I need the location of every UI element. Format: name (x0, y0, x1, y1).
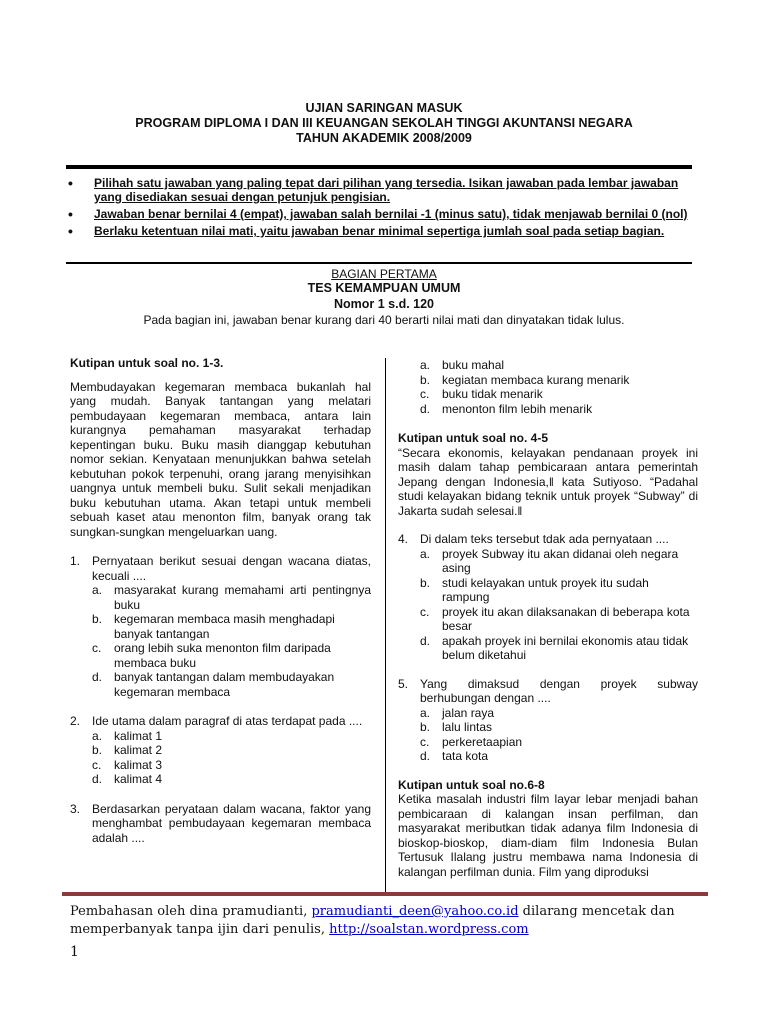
question-text: Yang dimaksud dengan proyek subway berhubungan dengan .... (420, 676, 698, 705)
website-link[interactable]: http://soalstan.wordpress.com (329, 922, 529, 937)
answer-option: d. banyak tantangan dalam membudayakan kegemaran membaca (92, 670, 335, 699)
question-text: Di dalam teks tersebut tdak ada pernyataan .... (420, 532, 669, 546)
answer-option: c. proyek itu akan dilaksanakan di beberapa kota besar (420, 604, 690, 633)
answer-option: d. kalimat 4 (92, 772, 163, 786)
answer-option: d. menonton film lebih menarik (420, 401, 593, 416)
left-column (70, 356, 371, 845)
answer-option: d. tata kota (420, 749, 489, 763)
answer-option: b. lalu lintas (420, 720, 493, 734)
answer-option: b. studi kelayakan untuk proyek itu sudah rampung (420, 575, 649, 604)
footer-rule (62, 892, 708, 896)
question-number: 5. (398, 676, 409, 691)
answer-option: c. perkeretaapian (420, 734, 523, 749)
answer-option: a. kalimat 1 (92, 728, 163, 743)
question-text: Berdasarkan peryataan dalam wacana, faktor yang menghambat pembudayaan kegemaran membaca adalah .... (92, 801, 371, 845)
question-3 (70, 802, 371, 846)
section-note: Pada bagian ini, jawaban benar kurang dari 40 berarti nilai mati dan dinyatakan tidak lulus. (143, 313, 625, 327)
question-number: 3. (70, 801, 81, 816)
passage-heading: Kutipan untuk soal no. 4-5 (398, 431, 549, 445)
question-4-options (398, 547, 698, 663)
question-1 (70, 554, 371, 583)
answer-option: c. kalimat 3 (92, 757, 163, 772)
instruction-item: • Jawaban benar bernilai 4 (empat), jawaban salah bernilai -1 (minus satu), tidak menjawab bernilai 0 (nol) (68, 206, 688, 222)
question-5-options (398, 706, 698, 764)
bullet-icon: • (68, 206, 73, 222)
author-email-link[interactable]: pramudianti_deen@yahoo.co.id (311, 904, 519, 919)
question-2 (70, 714, 371, 729)
mid-rule (66, 262, 692, 264)
question-text: Pernyataan berikut sesuai dengan wacana diatas, kecuali .... (92, 554, 371, 583)
answer-option: c. orang lebih suka menonton film daripada membaca buku (92, 641, 331, 670)
page-number: 1 (70, 944, 79, 960)
question-text: Ide utama dalam paragraf di atas terdapat pada .... (92, 714, 363, 728)
section-title: TES KEMAMPUAN UMUM (307, 281, 461, 295)
right-column (398, 358, 698, 879)
question-1-options (70, 583, 371, 699)
passage-text: Membudayakan kegemaran membaca bukanlah hal yang mudah. Banyak tantangan yang melatari pembudayaan kegemaran membaca, antara lain kurangnya pemahaman masyarakat terhadap kepentingan buku. Buku masih dianggap kebutuhan nomor sekian. Kenyataan menunjukkan bahwa setelah kebutuhan pokok terpenuhi, orang jarang menyisihkan uangnya untuk membeli buku. Sulit sekali menjadikan buku kebutuhan utama. Akan tetapi untuk membeli sebuah kaset atau menonton film, banyak orang tak sungkan-sungkan mengeluarkan uang. (70, 379, 371, 539)
section-range: Nomor 1 s.d. 120 (333, 297, 435, 311)
answer-option: b. kegiatan membaca kurang menarik (420, 372, 630, 387)
passage-heading: Kutipan untuk soal no.6-8 (398, 777, 545, 792)
top-rule (66, 165, 692, 169)
instruction-item: • Pilihah satu jawaban yang paling tepat dari pilihan yang tersedia. Isikan jawaban pada lembar jawaban yang disediakan sesuai dengan petunjuk pengisian. (68, 175, 679, 204)
answer-option: a. masyarakat kurang memahami arti pentingnya buku (92, 583, 371, 612)
academic-year: TAHUN AKADEMIK 2008/2009 (296, 131, 472, 145)
section-part: BAGIAN PERTAMA (331, 267, 437, 281)
answer-option: a. buku mahal (420, 358, 505, 372)
question-number: 4. (398, 532, 409, 546)
answer-option: a. jalan raya (420, 705, 495, 720)
exam-title: UJIAN SARINGAN MASUK (305, 101, 463, 115)
question-number: 1. (70, 554, 81, 568)
answer-option: d. apakah proyek ini bernilai ekonomis atau tidak belum diketahui (420, 633, 689, 662)
question-5 (398, 677, 698, 706)
answer-option: c. buku tidak menarik (420, 387, 543, 401)
program-title: PROGRAM DIPLOMA I DAN III KEUANGAN SEKOLAH TINGGI AKUNTANSI NEGARA (135, 116, 633, 130)
passage-heading: Kutipan untuk soal no. 1-3. (70, 356, 224, 370)
answer-option: b. kalimat 2 (92, 743, 163, 757)
instruction-item: • Berlaku ketentuan nilai mati, yaitu jawaban benar minimal sepertiga jumlah soal pada setiap bagian. (68, 223, 665, 239)
column-divider (385, 358, 386, 892)
question-number: 2. (70, 714, 81, 728)
footer-note: Pembahasan oleh dina pramudianti, pramudianti_deen@yahoo.co.id dilarang mencetak dan memperbanyak tanpa ijin dari penulis, http://soalstan.wordpress.com (70, 904, 675, 937)
instruction-list (64, 176, 700, 241)
answer-option: a. proyek Subway itu akan didanai oleh negara asing (420, 546, 679, 575)
question-4 (398, 532, 698, 547)
passage-text: “Secara ekonomis, kelayakan pendanaan proyek ini masih dalam tahap pembicaraan antara pemerintah Jepang dengan Indonesia,‖ kata Sutiyoso. “Padahal studi kelayakan bidang teknik untuk proyek “Subway” di Jakarta sudah selesai.‖ (398, 445, 698, 518)
answer-option: b. kegemaran membaca masih menghadapi banyak tantangan (92, 612, 335, 641)
question-2-options (70, 729, 371, 787)
question-3-options (398, 358, 698, 416)
bullet-icon: • (68, 175, 73, 191)
bullet-icon: • (68, 223, 73, 239)
passage-text: Ketika masalah industri film layar lebar menjadi bahan pembicaraan di kalangan insan perfilman, dan masyarakat meributkan tidak adanya film Indonesia di bioskop-bioskop, diam-diam film Indonesia Bulan Tertusuk Ilalang justru membawa nama Indonesia di kalangan perfilman dunia. Film yang diproduksi (398, 792, 698, 879)
